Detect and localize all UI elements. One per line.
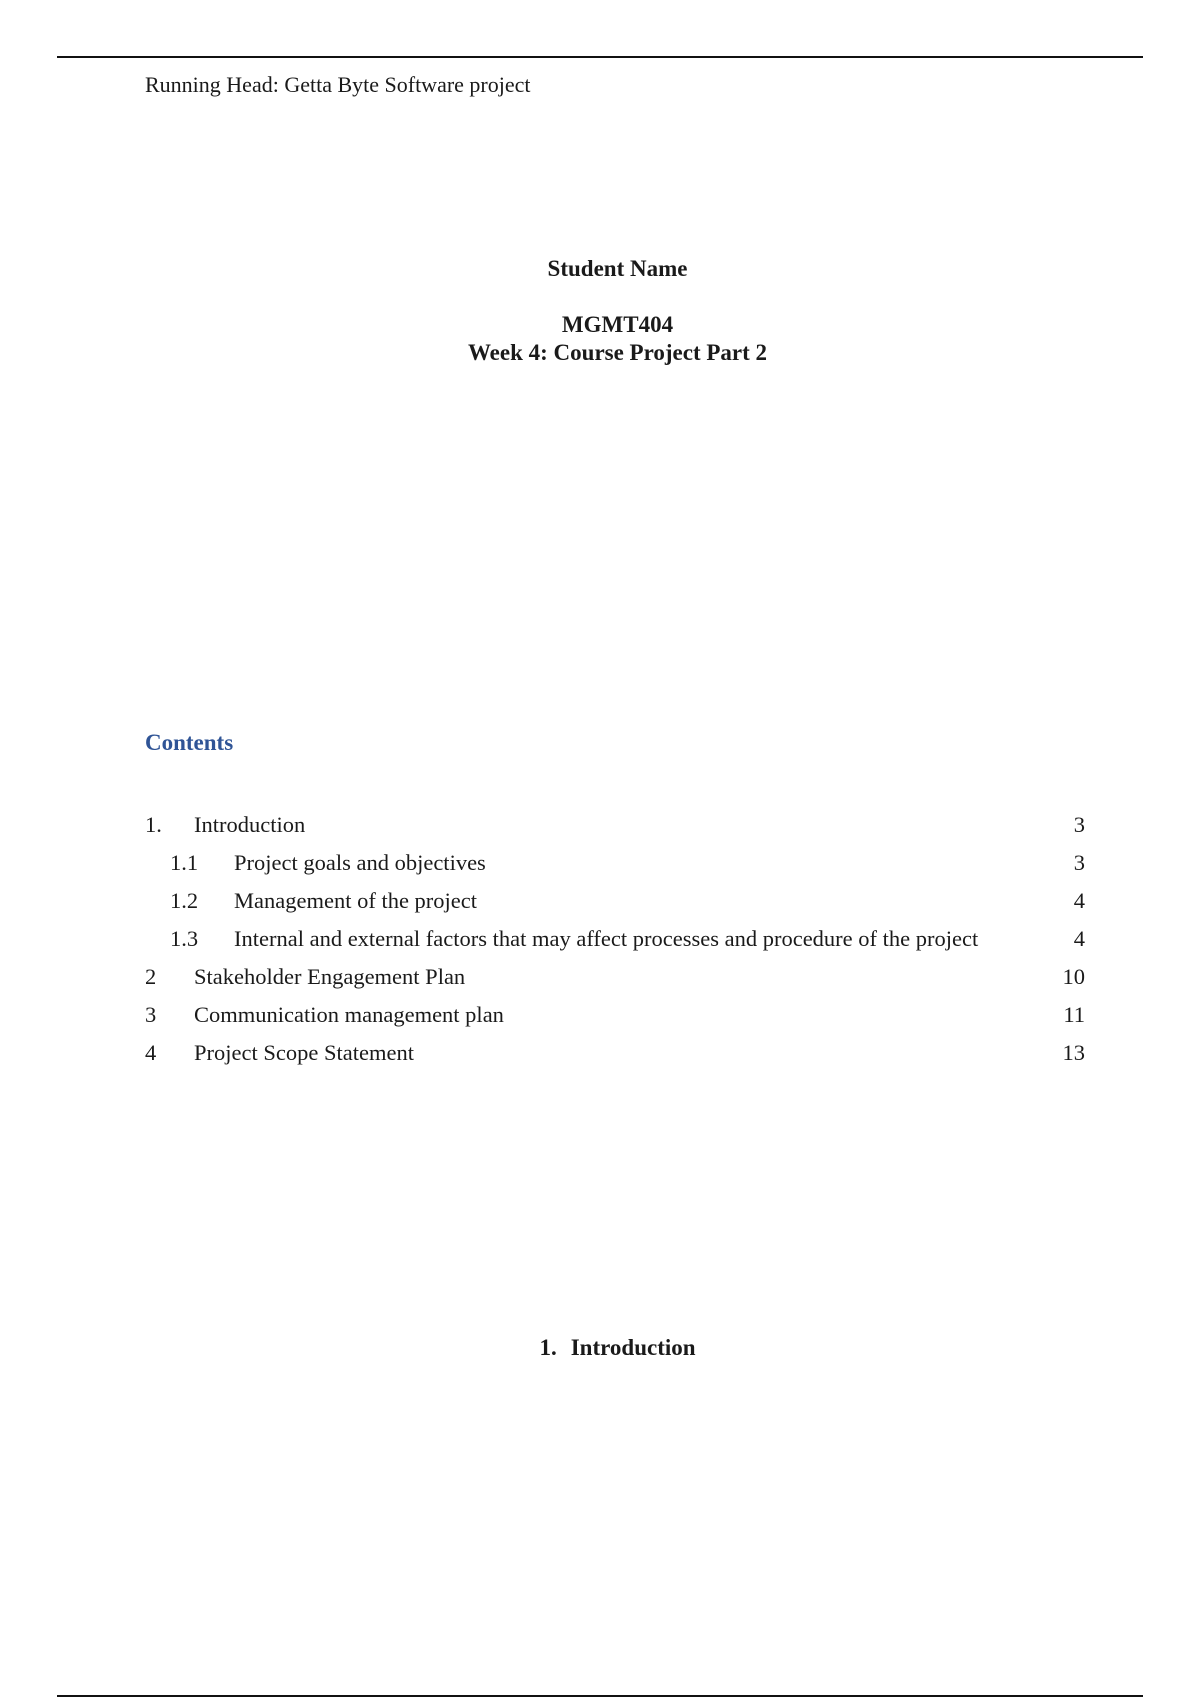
toc-entry-page: 3 bbox=[1073, 850, 1085, 875]
toc-entry-number: 4 bbox=[145, 1040, 157, 1065]
toc-entry-page: 13 bbox=[1062, 1040, 1085, 1065]
toc-entry-number: 3 bbox=[145, 1002, 157, 1027]
toc-entry-page: 4 bbox=[1073, 926, 1085, 951]
section-heading bbox=[0, 1335, 1200, 1361]
toc-entry-page: 4 bbox=[1073, 888, 1085, 913]
toc-entry-label: Introduction bbox=[194, 812, 306, 837]
footer-rule bbox=[57, 1695, 1143, 1697]
toc-entry-label: Management of the project bbox=[234, 888, 478, 913]
toc-entry-label: Project goals and objectives bbox=[234, 850, 486, 875]
running-head: Running Head: Getta Byte Software project bbox=[145, 72, 531, 97]
toc-entry-number: 1.3 bbox=[170, 926, 199, 951]
toc-entry-label: Project Scope Statement bbox=[194, 1040, 414, 1065]
toc-entry-stakeholder[interactable] bbox=[145, 964, 1085, 1002]
toc-entry-page: 3 bbox=[1073, 812, 1085, 837]
toc-entry-communication[interactable] bbox=[145, 1002, 1085, 1040]
section-number: 1. bbox=[539, 1335, 557, 1360]
toc-entry-label: Stakeholder Engagement Plan bbox=[194, 964, 466, 989]
toc-entry-project-goals[interactable] bbox=[145, 850, 1085, 888]
contents-heading: Contents bbox=[145, 730, 234, 755]
toc-entry-page: 10 bbox=[1062, 964, 1085, 989]
toc-entry-page: 11 bbox=[1063, 1002, 1085, 1027]
toc-entry-scope[interactable] bbox=[145, 1040, 1085, 1078]
header-rule bbox=[57, 56, 1143, 58]
toc-entry-factors[interactable] bbox=[145, 926, 1085, 964]
toc-entry-number: 1. bbox=[145, 812, 162, 837]
toc-entry-label: Internal and external factors that may affect processes and procedure of the project bbox=[234, 926, 979, 951]
toc-entry-introduction[interactable] bbox=[145, 812, 1085, 850]
course-code: MGMT404 bbox=[561, 312, 674, 337]
toc-entry-number: 2 bbox=[145, 964, 157, 989]
toc-entry-number: 1.1 bbox=[170, 850, 199, 875]
toc-entry-number: 1.2 bbox=[170, 888, 199, 913]
section-title: Introduction bbox=[570, 1335, 696, 1360]
student-name: Student Name bbox=[547, 256, 688, 281]
table-of-contents bbox=[145, 812, 1085, 1078]
assignment-title: Week 4: Course Project Part 2 bbox=[467, 340, 768, 365]
toc-entry-management[interactable] bbox=[145, 888, 1085, 926]
toc-entry-label: Communication management plan bbox=[194, 1002, 504, 1027]
